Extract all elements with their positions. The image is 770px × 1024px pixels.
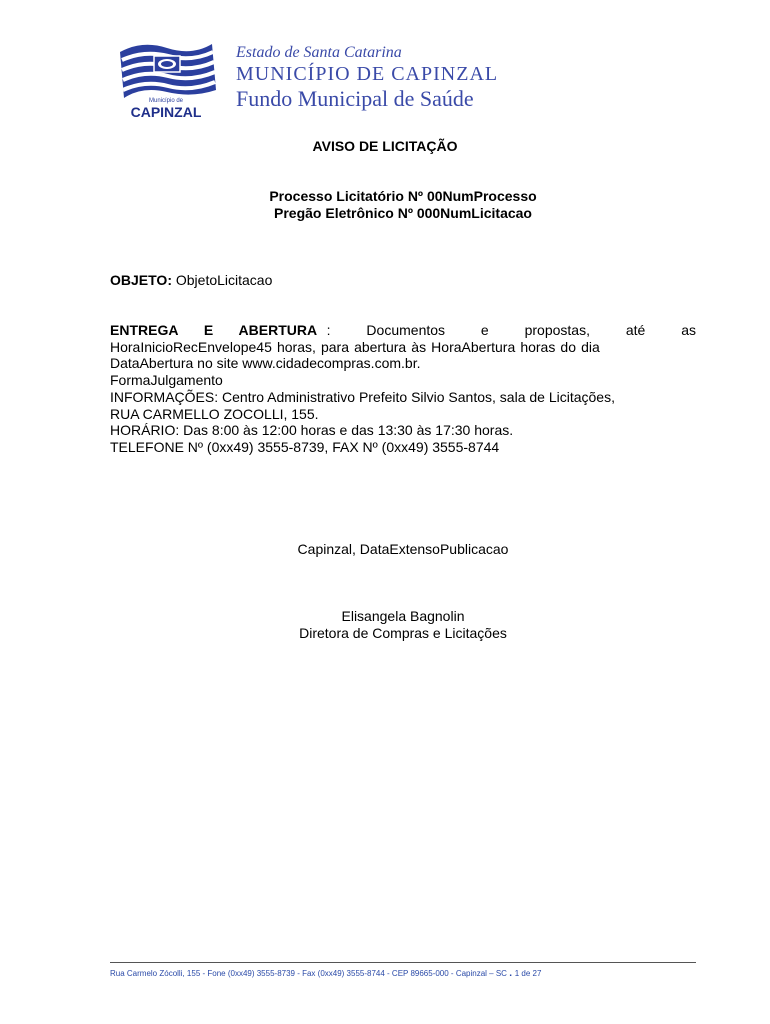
fund-name: Fundo Municipal de Saúde xyxy=(236,86,474,111)
process-block xyxy=(0,188,770,222)
notice-title: AVISO DE LICITAÇÃO xyxy=(312,138,458,154)
objeto-label: OBJETO: xyxy=(110,272,172,288)
pregao-number: Pregão Eletrônico Nº 000NumLicitacao xyxy=(274,205,532,221)
city-date: Capinzal, DataExtensoPublicacao xyxy=(297,541,509,557)
entrega-label: ENTREGA E ABERTURA xyxy=(110,322,318,338)
municipality-name: MUNICÍPIO DE CAPINZAL xyxy=(236,63,499,85)
footer-divider xyxy=(110,962,696,963)
footer-address: Rua Carmelo Zócolli, 155 - Fone (0xx49) 3555-8739 - Fax (0xx49) 3555-8744 - CEP 89665-000 - Capinzal – SC xyxy=(110,969,507,978)
state-name: Estado de Santa Catarina xyxy=(236,44,402,61)
informacoes-line-1: INFORMAÇÕES: Centro Administrativo Prefeito Silvio Santos, sala de Licitações, xyxy=(110,388,615,405)
footer: Rua Carmelo Zócolli, 155 - Fone (0xx49) 3555-8739 - Fax (0xx49) 3555-8744 - CEP 89665-000 - Capinzal – SC . 1 de 27 xyxy=(110,968,542,979)
municipality-logo xyxy=(112,38,222,120)
objeto-value: ObjetoLicitacao xyxy=(175,272,273,288)
letterhead xyxy=(236,44,498,112)
signer-role: Diretora de Compras e Licitações xyxy=(299,624,507,641)
flag-logo-icon xyxy=(112,38,222,120)
process-number: Processo Licitatório Nº 00NumProcesso xyxy=(269,188,537,204)
notice-body xyxy=(110,322,696,456)
objeto-line xyxy=(110,272,272,288)
logo-small-text: Município de xyxy=(148,98,184,104)
page-number: 1 de 27 xyxy=(514,969,542,978)
signer-name: Elisangela Bagnolin xyxy=(341,608,465,624)
entrega-text-2: HoraInicioRecEnvelope45 horas, para abertura às HoraAbertura horas do dia xyxy=(110,338,600,355)
forma-julgamento: FormaJulgamento xyxy=(110,372,223,389)
entrega-text-1: : Documentos e propostas, até as xyxy=(326,322,696,338)
entrega-line xyxy=(110,322,696,339)
horario-line: HORÁRIO: Das 8:00 às 12:00 horas e das 13:30 às 17:30 horas. xyxy=(110,422,514,439)
logo-big-text: CAPINZAL xyxy=(130,104,202,120)
informacoes-line-2: RUA CARMELLO ZOCOLLI, 155. xyxy=(110,405,319,422)
signature-block xyxy=(0,608,770,641)
entrega-text-3: DataAbertura no site www.cidadecompras.com.br. xyxy=(110,355,421,372)
telefone-line: TELEFONE Nº (0xx49) 3555-8739, FAX Nº (0xx49) 3555-8744 xyxy=(110,438,500,455)
